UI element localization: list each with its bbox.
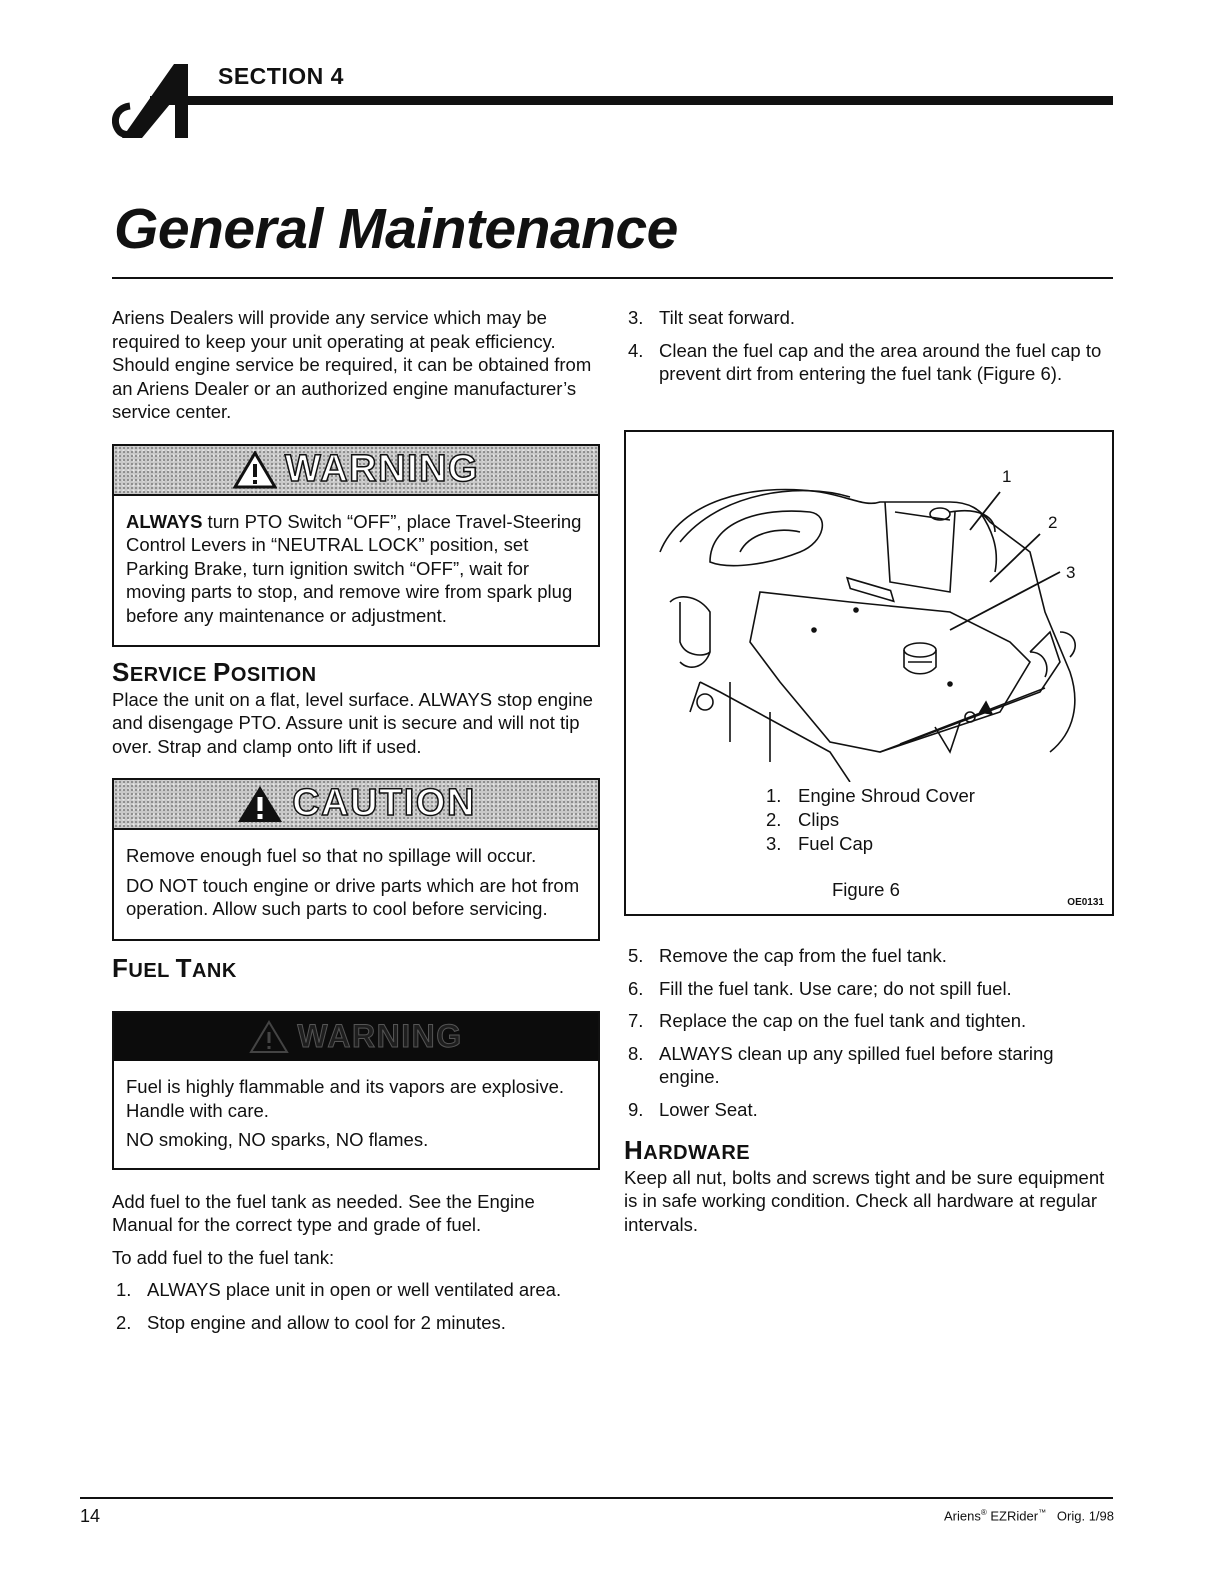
- footer-rule: [80, 1497, 1113, 1499]
- figure-legend: [766, 784, 975, 856]
- footer-product: Ariens® EZRider™ Orig. 1/98: [944, 1508, 1114, 1524]
- fuel-steps-right-bottom: [624, 944, 1116, 1121]
- figure-caption: Figure 6: [832, 879, 900, 900]
- step-8: 8. ALWAYS clean up any spilled fuel before staring engine.: [628, 1042, 1054, 1087]
- intro-paragraph: Ariens Dealers will provide any service which may be required to keep your unit operating at peak efficiency. Should engine service be required, it can be obtained from an Ariens Dealer or an authorized engine manufacturer’s service center.: [112, 307, 592, 422]
- service-position-heading: SERVICE POSITION: [112, 657, 317, 687]
- fuel-tank-illustration: [650, 452, 1094, 782]
- caution-triangle-icon: [236, 784, 284, 824]
- callout-1: 1: [1002, 467, 1012, 486]
- warning-header: [114, 446, 598, 494]
- warning-text: [126, 510, 586, 628]
- legend-item-2: 2. Clips: [766, 809, 840, 830]
- callout-2: 2: [1048, 513, 1058, 532]
- warning-bold-lead: ALWAYS: [126, 510, 203, 532]
- fuel-tank-heading: FUEL TANK: [112, 952, 237, 983]
- fuel-warning-triangle-icon: [249, 1020, 289, 1054]
- left-column: [112, 306, 600, 1343]
- warning-label: WARNING: [284, 447, 480, 490]
- step-6: 6. Fill the fuel tank. Use care; do not spill fuel.: [628, 977, 1012, 999]
- right-column-bottom: [624, 944, 1116, 1245]
- legend-item-1: 1. Engine Shroud Cover: [766, 785, 975, 806]
- page-title: General Maintenance: [114, 197, 678, 261]
- step-1: 1. ALWAYS place unit in open or well ventilated area.: [116, 1279, 562, 1300]
- step-5: 5. Remove the cap from the fuel tank.: [628, 945, 947, 966]
- callout-3: 3: [1066, 563, 1076, 582]
- step-7: 7. Replace the cap on the fuel tank and tighten.: [628, 1010, 1027, 1031]
- fuel-steps-right-top: [624, 306, 1116, 386]
- fuel-steps-left: [112, 1278, 600, 1334]
- step-4: 4. Clean the fuel cap and the area around the fuel cap to prevent dirt from entering the fuel tank (Figure 6).: [628, 339, 1102, 384]
- page-number: 14: [80, 1506, 101, 1526]
- fuel-warning-box: [112, 1011, 600, 1170]
- caution-label: CAUTION: [292, 782, 476, 825]
- hardware-heading: HARDWARE: [624, 1135, 751, 1165]
- fuel-warning-line-1: Fuel is highly flammable and its vapors are explosive. Handle with care.: [126, 1076, 565, 1121]
- section-label: SECTION 4: [218, 63, 344, 89]
- hardware-text: Keep all nut, bolts and screws tight and be sure equipment is in safe working condition. Check all hardware at regular intervals.: [624, 1166, 1105, 1235]
- fuel-tank-text-2: To add fuel to the fuel tank:: [112, 1246, 335, 1268]
- warning-box: [112, 444, 600, 648]
- right-column-top: [624, 306, 1116, 395]
- legend-item-3: 3. Fuel Cap: [766, 833, 874, 854]
- step-9: 9. Lower Seat.: [628, 1098, 758, 1120]
- title-rule: [112, 277, 1113, 279]
- fuel-warning-label: WARNING: [297, 1018, 463, 1055]
- fuel-warning-line-2: NO smoking, NO sparks, NO flames.: [126, 1129, 429, 1150]
- figure-6-box: [624, 430, 1114, 916]
- warning-body: turn PTO Switch “OFF”, place Travel-Steering Control Levers in “NEUTRAL LOCK” position, set Parking Brake, turn ignition switch “OFF”, wait for moving parts to stop, and remove wire from spark plug before any maintenance or adjustment.: [126, 510, 582, 626]
- section-rule: [150, 96, 1113, 105]
- caution-box: [112, 778, 600, 941]
- warning-triangle-icon: [233, 451, 277, 489]
- fuel-warning-header: [114, 1013, 598, 1061]
- figure-code: OE0131: [1067, 897, 1104, 908]
- step-2: 2. Stop engine and allow to cool for 2 minutes.: [116, 1311, 506, 1333]
- caution-header: [114, 780, 598, 828]
- step-3: 3. Tilt seat forward.: [628, 307, 796, 328]
- caution-line-1: Remove enough fuel so that no spillage will occur.: [126, 845, 537, 866]
- service-position-text: Place the unit on a flat, level surface. ALWAYS stop engine and disengage PTO. Assure unit is secure and will not tip over. Strap and clamp onto lift if used.: [112, 688, 593, 757]
- fuel-tank-text-1: Add fuel to the fuel tank as needed. See the Engine Manual for the correct type and grade of fuel.: [112, 1190, 535, 1235]
- caution-line-2: DO NOT touch engine or drive parts which are hot from operation. Allow such parts to cool before servicing.: [126, 874, 580, 919]
